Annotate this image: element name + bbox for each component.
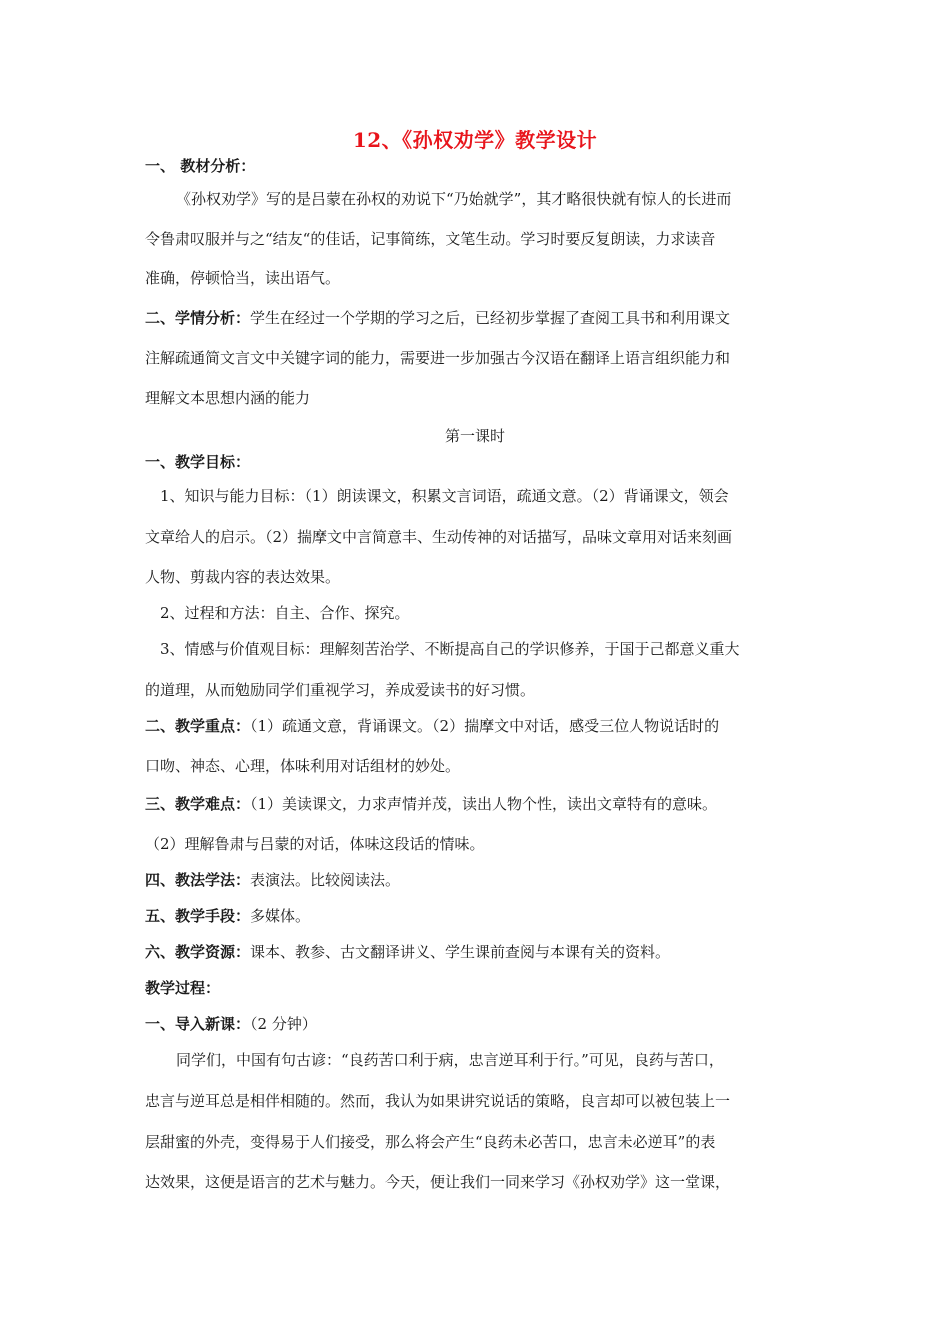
- paragraph-line: 口吻、神态、心理，体味利用对话组材的妙处。: [145, 757, 461, 775]
- section-key-points: [145, 716, 719, 736]
- paragraph-line: 人物、剪裁内容的表达效果。: [145, 568, 341, 586]
- paragraph-line: 注解疏通简文言文中关键字词的能力，需要进一步加强古今汉语在翻译上语言组织能力和: [145, 349, 731, 367]
- paragraph-line: 令鲁肃叹服并与之“结友“的佳话，记事简练，文笔生动。学习时要反复朗读，力求读音: [145, 230, 716, 248]
- section-heading-student-analysis: 二、学情分析：: [145, 309, 251, 327]
- paragraph-line: 同学们，中国有句古谚：“良药苦口利于病，忠言逆耳利于行。”可见，良药与苦口，: [176, 1051, 724, 1069]
- paragraph-line: （2）理解鲁肃与吕蒙的对话，体味这段话的情味。: [145, 835, 485, 853]
- paragraph-line: 准确，停顿恰当，读出语气。: [145, 269, 341, 287]
- paragraph-line: 的道理，从而勉励同学们重视学习，养成爱读书的好习惯。: [145, 681, 536, 699]
- paragraph-line: 1、知识与能力目标：（1）朗读课文，积累文言词语，疏通文意。（2）背诵课文，领会: [160, 487, 729, 505]
- section-heading-resources: 六、教学资源：: [145, 943, 251, 961]
- lesson-heading: 第一课时: [444, 427, 505, 445]
- section-heading-teaching-process: 教学过程：: [145, 979, 221, 997]
- paragraph-line: 文章给人的启示。（2）揣摩文中言简意丰、生动传神的对话描写，品味文章用对话来刻画: [145, 528, 733, 546]
- section-resources: [145, 942, 670, 962]
- paragraph-text: （1）美读课文，力求声情并茂，读出人物个性，读出文章特有的意味。: [250, 795, 718, 813]
- section-heading-means: 五、教学手段：: [145, 907, 251, 925]
- section-introduction: [145, 1014, 317, 1034]
- paragraph-line: 层甜蜜的外壳，变得易于人们接受，那么将会产生“良药未必苦口，忠言未必逆耳”的表: [145, 1133, 716, 1151]
- paragraph-line: 《孙权劝学》写的是吕蒙在孙权的劝说下“乃始就学”，其才略很快就有惊人的长进而: [176, 190, 732, 208]
- paragraph-line: 2、过程和方法：自主、合作、探究。: [160, 604, 410, 622]
- section-difficulties: [145, 794, 717, 814]
- paragraph-text: （1）疏通文意，背诵课文。（2）揣摩文中对话，感受三位人物说话时的: [250, 717, 720, 735]
- section-heading-difficulties: 三、教学难点：: [145, 795, 251, 813]
- section-heading-methods: 四、教法学法：: [145, 871, 251, 889]
- paragraph-text: 表演法。比较阅读法。: [250, 871, 401, 889]
- paragraph-line: 忠言与逆耳总是相伴相随的。然而，我认为如果讲究说话的策略，良言却可以被包装上一: [145, 1092, 731, 1110]
- document-title: 12、《孙权劝学》教学设计: [352, 128, 598, 152]
- duration-text: （2 分钟）: [250, 1015, 317, 1033]
- section-means: [145, 906, 310, 926]
- section-student-analysis: [145, 308, 730, 328]
- section-methods: [145, 870, 400, 890]
- paragraph-line: 理解文本思想内涵的能力: [145, 389, 311, 407]
- paragraph-text: 多媒体。: [250, 907, 311, 925]
- paragraph-text: 课本、教参、古文翻译讲义、学生课前查阅与本课有关的资料。: [250, 943, 671, 961]
- paragraph-text: 学生在经过一个学期的学习之后，已经初步掌握了查阅工具书和利用课文: [250, 309, 731, 327]
- paragraph-line: 3、情感与价值观目标：理解刻苦治学、不断提高自己的学识修养，于国于己都意义重大: [160, 640, 740, 658]
- section-heading-key-points: 二、教学重点：: [145, 717, 251, 735]
- section-heading-introduction: 一、导入新课：: [145, 1015, 251, 1033]
- section-heading-textbook-analysis: 一、 教材分析：: [145, 157, 256, 175]
- section-heading-teaching-goals: 一、教学目标：: [145, 453, 251, 471]
- paragraph-line: 达效果，这便是语言的艺术与魅力。今天，便让我们一同来学习《孙权劝学》这一堂课，: [145, 1173, 731, 1191]
